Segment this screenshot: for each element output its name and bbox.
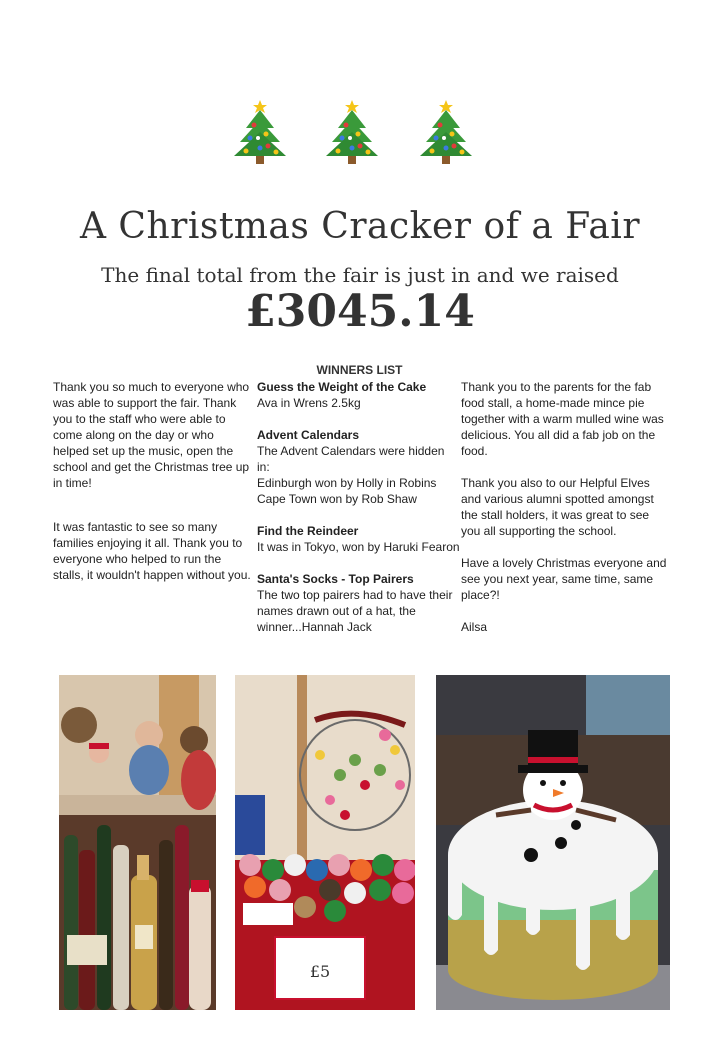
photo-knitted-toys	[235, 675, 415, 1010]
photo-snowman-cake	[436, 675, 670, 1010]
photo-bottle-stall	[59, 675, 216, 1010]
page-title: A Christmas Cracker of a Fair	[79, 206, 641, 247]
page-subtitle: The final total from the fair is just in and we raised	[101, 263, 619, 287]
thanks-paragraph: Thank you so much to everyone who was able to support the fair. Thank you to the staff who were able to come along on the day or who helped set up the music, open the school and get the Christmas tree up in time!	[53, 380, 250, 490]
winners-heading: WINNERS LIST	[316, 363, 403, 377]
thanks-column	[53, 379, 253, 599]
christmas-tree-icon	[230, 98, 290, 168]
closing-column	[461, 379, 671, 651]
winner-entry	[257, 523, 460, 555]
winner-entry	[257, 571, 460, 635]
total-amount: £3045.14	[245, 286, 475, 337]
winner-entry-title: Santa's Socks - Top Pairers	[257, 572, 414, 586]
winner-entry	[257, 427, 460, 507]
closing-paragraph: Thank you to the parents for the fab food stall, a home-made mince pie together with a warm mulled wine was delicious. You all did a fab job on the food.	[461, 380, 664, 458]
thanks-paragraph: It was fantastic to see so many families enjoying it all. Thank you to everyone who helped to run the stalls, it wouldn't happen without you.	[53, 520, 251, 582]
signature: Ailsa	[461, 620, 488, 634]
winner-entry-line: Cape Town won by Rob Shaw	[257, 492, 417, 506]
price-sign: £5	[309, 962, 331, 981]
christmas-tree-icon	[416, 98, 476, 168]
winner-entry-line: Ava in Wrens 2.5kg	[257, 396, 361, 410]
winner-entry-line: It was in Tokyo, won by Haruki Fearon	[257, 540, 460, 554]
winner-entry-title: Find the Reindeer	[257, 524, 359, 538]
winner-entry-title: Advent Calendars	[257, 428, 360, 442]
winner-entry-line: The two top pairers had to have their names drawn out of a hat, the winner...Hannah Jack	[257, 588, 453, 634]
christmas-trees-row	[0, 98, 720, 168]
winners-column	[257, 379, 460, 651]
christmas-tree-icon	[322, 98, 382, 168]
closing-paragraph: Have a lovely Christmas everyone and see you next year, same time, same place?!	[461, 556, 667, 602]
winner-entry-title: Guess the Weight of the Cake	[257, 380, 427, 394]
winner-entry-line: Edinburgh won by Holly in Robins	[257, 476, 437, 490]
closing-paragraph: Thank you also to our Helpful Elves and various alumni spotted amongst the stall holders, it was great to see you all supporting the school.	[461, 476, 654, 538]
winner-entry	[257, 379, 460, 411]
winner-entry-line: The Advent Calendars were hidden in:	[257, 444, 445, 474]
